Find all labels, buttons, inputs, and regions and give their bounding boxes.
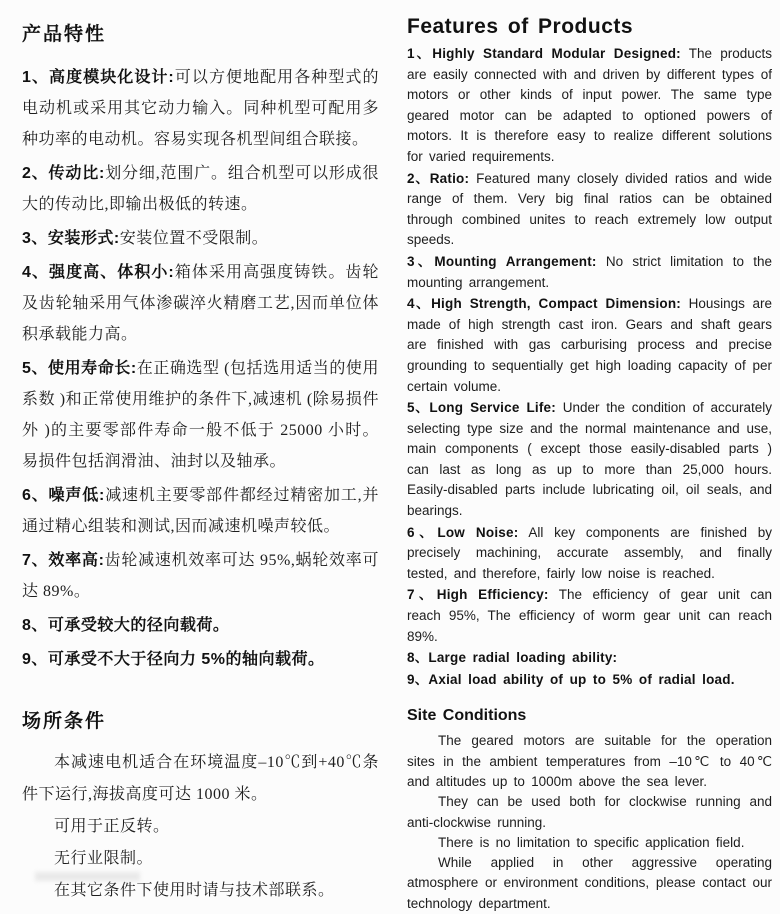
en-site-paragraph: The geared motors are suitable for the operation sites in the ambient temperatures from –10℃ to 40℃ and altitudes up to 1000m above the sea lever.	[407, 733, 772, 789]
en-site-paragraph: There is no limitation to specific application field.	[438, 834, 745, 850]
cn-feature-item: 6、噪声低:减速机主要零部件都经过精密加工,并通过精心组装和测试,因而减速机噪声较低。	[22, 487, 379, 535]
features-of-products-heading: Features of Products	[407, 15, 634, 38]
en-feature-item: 3、Mounting Arrangement: No strict limitation to the mounting arrangement.	[407, 253, 772, 290]
feature-label: 6、Low Noise:	[407, 524, 519, 540]
en-feature-item	[407, 670, 772, 691]
en-feature-item: 2、Ratio: Featured many closely divided ratios and wide range of them. Very big final ratios can be obtained through combined unites to reach extremely low output speeds.	[407, 170, 772, 248]
en-feature-item: 5、Long Service Life: Under the condition of accurately selecting type size and the normal maintenance and use, main components ( except those easily-disabled parts ) can last as long as up to more than 25,000 hours. Easily-disabled parts include lubricating oil, oil seals, and bearings.	[407, 400, 772, 519]
feature-label: 7、效率高:	[22, 552, 105, 569]
cn-site-paragraph: 可用于正反转。	[54, 818, 170, 835]
feature-label: 7、High Efficiency:	[407, 587, 549, 603]
feature-label: 8、Large radial loading ability:	[407, 650, 618, 666]
feature-label: 6、噪声低:	[22, 487, 105, 504]
en-feature-item: 7、High Efficiency: The efficiency of gear unit can reach 95%, The efficiency of worm gear unit can reach 89%.	[407, 587, 772, 644]
cn-site-paragraphs	[22, 747, 379, 907]
site-conditions-heading-cn: 场所条件	[22, 711, 107, 732]
english-column	[407, 14, 772, 914]
feature-label: 2、传动比:	[22, 165, 105, 182]
cn-feature-item: 1、高度模块化设计:可以方便地配用各种型式的电动机或采用其它动力输入。同种机型可配用多种功率的电动机。容易实现各机型间组合联接。	[22, 69, 379, 148]
feature-label: 9、Axial load ability of up to 5% of radial load.	[407, 671, 735, 687]
cn-feature-list	[22, 62, 379, 675]
cn-site-paragraph: 无行业限制。	[54, 850, 154, 867]
cn-feature-item: 3、安装形式:安装位置不受限制。	[22, 230, 269, 247]
feature-label: 9、可承受不大于径向力 5%的轴向载荷。	[22, 651, 325, 668]
en-feature-item: 1、Highly Standard Modular Designed: The products are easily connected with and driven by different types of motors or other kinds of input power. The same type geared motor can be adapted to optioned powers of motors. It is therefore easy to realize different solutions for varied requirements.	[407, 46, 772, 164]
cn-feature-item: 7、效率高:齿轮减速机效率可达 95%,蜗轮效率可达 89%。	[22, 552, 379, 600]
feature-label: 1、高度模块化设计:	[22, 69, 175, 86]
feature-label: 8、可承受较大的径向载荷。	[22, 617, 230, 634]
cn-feature-item: 4、强度高、体积小:箱体采用高强度铸铁。齿轮及齿轮轴采用气体渗碳淬火精磨工艺,因而单位体积承载能力高。	[22, 264, 379, 343]
scan-artifact	[35, 872, 140, 881]
feature-label: 5、使用寿命长:	[22, 360, 137, 377]
cn-site-paragraph: 本减速电机适合在环境温度–10℃到+40℃条件下运行,海拔高度可达 1000 米。	[22, 754, 379, 803]
cn-site-paragraph: 在其它条件下使用时请与技术部联系。	[54, 882, 335, 899]
en-feature-item: 6、Low Noise: All key components are finished by precisely machining, accurate assembly, and finally tested, and therefore, fairly low noise is reached.	[407, 524, 772, 581]
feature-label: 3、Mounting Arrangement:	[407, 253, 597, 269]
en-feature-item	[407, 648, 772, 669]
cn-feature-item: 2、传动比:划分细,范围广。组合机型可以形成很大的传动比,即输出极低的转速。	[22, 165, 379, 213]
cn-feature-item: 5、使用寿命长:在正确选型 (包括选用适当的使用系数 )和正常使用维护的条件下,减速机 (除易损件外 )的主要零部件寿命一般不低于 25000 小时。易损件包括润滑油、油封以及轴承。	[22, 360, 379, 470]
feature-label: 4、强度高、体积小:	[22, 264, 175, 281]
en-feature-list	[407, 44, 772, 690]
feature-label: 4、High Strength, Compact Dimension:	[407, 296, 682, 312]
site-conditions-heading: Site Conditions	[407, 707, 527, 725]
feature-label: 3、安装形式:	[22, 230, 120, 247]
cn-feature-item	[22, 610, 379, 641]
feature-label: 5、Long Service Life:	[407, 400, 556, 416]
feature-label: 2、Ratio:	[407, 170, 470, 186]
product-features-heading-cn: 产品特性	[22, 24, 107, 45]
cn-feature-item	[22, 644, 379, 675]
en-site-paragraph: They can be used both for clockwise running and anti-clockwise running.	[407, 794, 772, 830]
en-feature-item: 4、High Strength, Compact Dimension: Housings are made of high strength cast iron. Gears and shaft gears are finished with gas carburising process and precise grounding to sequentially get high loading capacity of per certain volume.	[407, 296, 773, 394]
en-site-paragraphs	[407, 731, 772, 914]
feature-label: 1、Highly Standard Modular Designed:	[407, 46, 681, 61]
chinese-column	[22, 24, 379, 907]
en-site-paragraph: While applied in other aggressive operating atmosphere or environment conditions, please contact our technology department.	[407, 855, 772, 911]
